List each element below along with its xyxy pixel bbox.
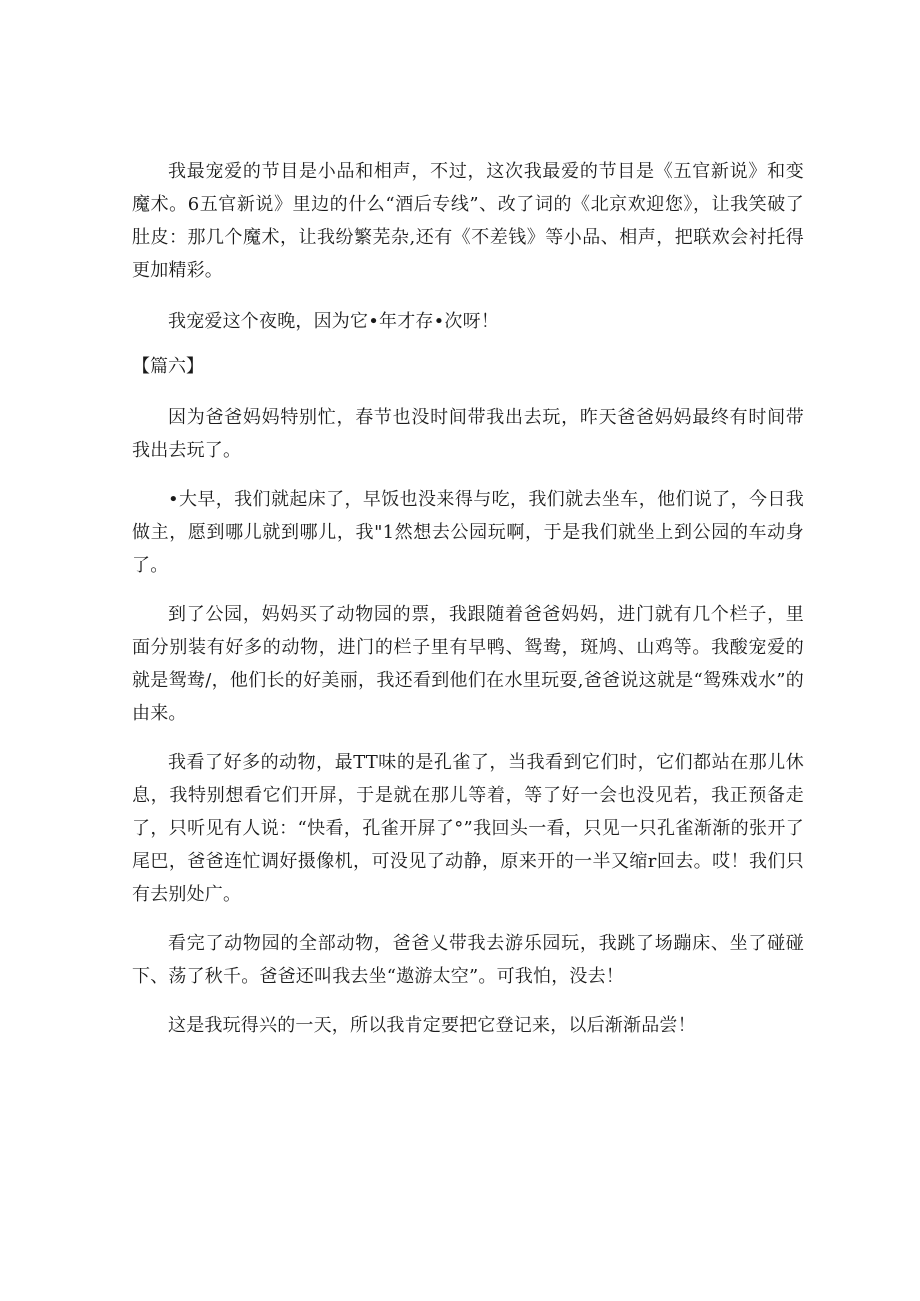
paragraph-1: 我最宠爱的节目是小品和相声，不过，这次我最爱的节目是《五官新说》和变魔术。6五官新说》里边的什么“酒后专线”、改了词的《北京欢迎您》，让我笑破了肚皮：那几个魔术，让我纷繁芜杂,还有《不差钱》等小品、相声，把联欢会衬托得更加精彩。 bbox=[132, 161, 804, 281]
section-paragraph-6: 这是我玩得兴的一天，所以我肯定要把它登记来，以后渐渐品尝！ bbox=[168, 1015, 696, 1036]
section-paragraph-1: 因为爸爸妈妈特别忙，春节也没时间带我出去玩，昨天爸爸妈妈最终有时间带我出去玩了。 bbox=[132, 407, 804, 461]
section-paragraph-2: •大早，我们就起床了，早饭也没来得与吃，我们就去坐车，他们说了，今日我做主，愿到哪儿就到哪儿，我"1然想去公园玩啊，于是我们就坐上到公园的车动身了。 bbox=[132, 489, 804, 576]
document-page bbox=[132, 155, 804, 1042]
section-paragraph-3: 到了公园，妈妈买了动物园的票，我跟随着爸爸妈妈，进门就有几个栏子，里面分别装有好多的动物，进门的栏子里有早鸭、鸳鸯，斑鸠、山鸡等。我酸宠爱的就是鸳鸯/，他们长的好美丽，我还看到他们在水里玩耍,爸爸说这就是“鸳殊戏水”的由来。 bbox=[132, 604, 804, 724]
section-paragraph-5: 看完了动物园的全部动物，爸爸乂带我去游乐园玩，我跳了场蹦床、坐了碰碰下、荡了秋千。爸爸还叫我去坐“遨游太空”。可我怕，没去！ bbox=[132, 933, 804, 987]
paragraph-2: 我宠爱这个夜晚，因为它•年才存•次呀！ bbox=[168, 311, 500, 332]
section-heading: 【篇六】 bbox=[132, 356, 204, 377]
section-paragraph-4: 我看了好多的动物，最TT味的是孔雀了，当我看到它们时，它们都站在那儿休息，我特别想看它们开屏，于是就在那儿等着，等了好一会也没见若，我正预备走了，只听见有人说：“快看，孔雀开屏了°”我回头一看，只见一只孔雀渐渐的张开了尾巴，爸爸连忙调好摄像机，可没见了动静，原来开的一半又缩r回去。哎！我们只有去别处广。 bbox=[132, 752, 804, 905]
